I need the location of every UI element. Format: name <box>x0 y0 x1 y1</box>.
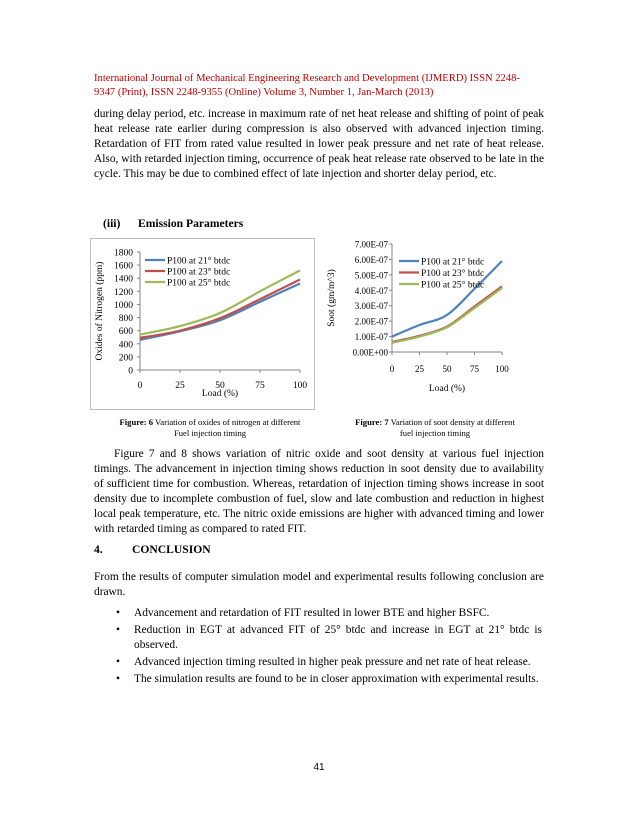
soot-y-tick-label: 0.00E+00 <box>352 347 388 358</box>
figure6-label: Figure: 6 <box>119 417 154 427</box>
conclusion-intro: From the results of computer simulation model and experimental results following conclusion are drawn. <box>94 571 544 598</box>
soot-chart <box>324 232 514 410</box>
nox-y-tick-label: 400 <box>118 340 133 351</box>
nox-legend-label: P100 at 21° btdc <box>167 256 231 267</box>
soot-y-tick-label: 7.00E-07 <box>354 239 388 250</box>
figure7-text-line1: Variation of soot density at different <box>390 417 515 427</box>
nox-y-tick-label: 0 <box>128 366 133 377</box>
soot-x-axis-label: Load (%) <box>428 384 466 394</box>
soot-y-tick-label: 1.00E-07 <box>354 332 388 343</box>
nox-x-tick-label: 50 <box>215 381 225 391</box>
nox-x-tick-label: 0 <box>137 381 143 391</box>
nox-x-axis-label: Load (%) <box>201 389 239 399</box>
figure6-text-line2: Fuel injection timing <box>173 428 247 438</box>
conclusion-title: CONCLUSION <box>132 543 211 556</box>
intro-paragraph: during delay period, etc. increase in maximum rate of net heat release and shifting of point of peak heat release rate earlier during compression is also observed with advanced injection timing. Retardation of FIT from rated value resulted in lower peak pressure and net rate of heat release. Also, with retarded injection timing, occurrence of peak heat release rate observed to be late in the cycle. This may be due to combined effect of late injection and shorter delay period, etc. <box>94 108 544 180</box>
nox-x-tick-label: 100 <box>292 381 308 391</box>
figure6-text-line1: Variation of oxides of nitrogen at different <box>155 417 301 427</box>
nox-legend-label: P100 at 25° btdc <box>167 278 231 289</box>
nox-y-tick-label: 1200 <box>114 287 133 298</box>
soot-x-tick-label: 100 <box>495 364 509 374</box>
nox-y-tick-label: 1400 <box>114 274 133 285</box>
nox-legend-label: P100 at 23° btdc <box>167 267 231 278</box>
nox-y-tick-label: 600 <box>118 327 133 338</box>
nox-x-tick-label: 25 <box>175 381 185 391</box>
nox-y-tick-label: 800 <box>118 314 133 325</box>
journal-header-line1: International Journal of Mechanical Engineering Research and Development (IJMERD) ISSN 2248- <box>94 73 520 84</box>
figure6-caption <box>100 417 320 439</box>
soot-legend-label: P100 at 25° btdc <box>421 280 485 291</box>
nox-y-axis-label: Oxides of Nitrogen (ppm) <box>95 261 105 361</box>
bullet-dot-icon: • <box>116 673 120 685</box>
soot-x-tick-label: 25 <box>415 364 424 374</box>
soot-x-tick-label: 75 <box>470 364 479 374</box>
soot-x-tick-label: 50 <box>442 364 452 374</box>
bullet-dot-icon: • <box>116 607 120 619</box>
conclusion-bullet-text: Advancement and retardation of FIT resulted in lower BTE and higher BSFC. <box>134 607 490 619</box>
figure7-label: Figure: 7 <box>355 417 389 427</box>
soot-legend-label: P100 at 21° btdc <box>421 257 485 268</box>
soot-y-tick-label: 3.00E-07 <box>354 301 388 312</box>
nox-y-tick-label: 1600 <box>114 261 133 272</box>
nox-y-tick-label: 200 <box>118 353 133 364</box>
soot-y-tick-label: 4.00E-07 <box>354 285 388 296</box>
discussion-paragraph: Figure 7 and 8 shows variation of nitric oxide and soot density at various fuel injection timings. The advancement in injection timing shows reduction in soot density due to availability of sufficient time for combustion. Whereas, retardation of injection timing shows increase in soot density due to incomplete combustion of fuel, slow and late combustion and reduction in highest local peak temperature, etc. The nitric oxide emissions are higher with advanced timing and lower with retarded timing as compared to rated FIT. <box>94 448 544 535</box>
nox-y-tick-label: 1800 <box>114 248 133 259</box>
section-title: Emission Parameters <box>138 217 244 230</box>
soot-x-tick-label: 0 <box>389 364 395 374</box>
nox-chart <box>90 238 315 410</box>
conclusion-bullet-text: Reduction in EGT at advanced FIT of 25° btdc and increase in EGT at 21° btdc is observed. <box>134 624 542 651</box>
soot-legend-label: P100 at 23° btdc <box>421 269 485 279</box>
conclusion-bullet-text: The simulation results are found to be in closer approximation with experimental results. <box>134 673 539 685</box>
journal-header-line2: 9347 (Print), ISSN 2248-9355 (Online) Volume 3, Number 1, Jan-March (2013) <box>94 87 434 98</box>
conclusion-bullet-list <box>112 606 542 689</box>
journal-header <box>94 72 554 100</box>
soot-y-tick-label: 6.00E-07 <box>354 254 388 265</box>
conclusion-bullet <box>112 606 542 621</box>
section-number: (iii) <box>103 217 121 230</box>
conclusion-bullet-text: Advanced injection timing resulted in higher peak pressure and net rate of heat release. <box>134 656 531 668</box>
soot-y-axis-label: Soot (gm/m^3) <box>327 269 337 327</box>
page-number: 41 <box>313 762 325 773</box>
soot-y-tick-label: 2.00E-07 <box>354 316 388 327</box>
conclusion-bullet <box>112 655 542 670</box>
nox-y-tick-label: 1000 <box>114 300 133 311</box>
conclusion-bullet <box>112 672 542 687</box>
nox-x-tick-label: 75 <box>255 381 265 391</box>
soot-y-tick-label: 5.00E-07 <box>354 270 388 281</box>
conclusion-number: 4. <box>94 543 103 556</box>
figure7-text-line2: fuel injection timing <box>399 428 471 438</box>
conclusion-bullet <box>112 623 542 653</box>
bullet-dot-icon: • <box>116 624 120 636</box>
figure7-caption <box>330 417 540 439</box>
bullet-dot-icon: • <box>116 656 120 668</box>
